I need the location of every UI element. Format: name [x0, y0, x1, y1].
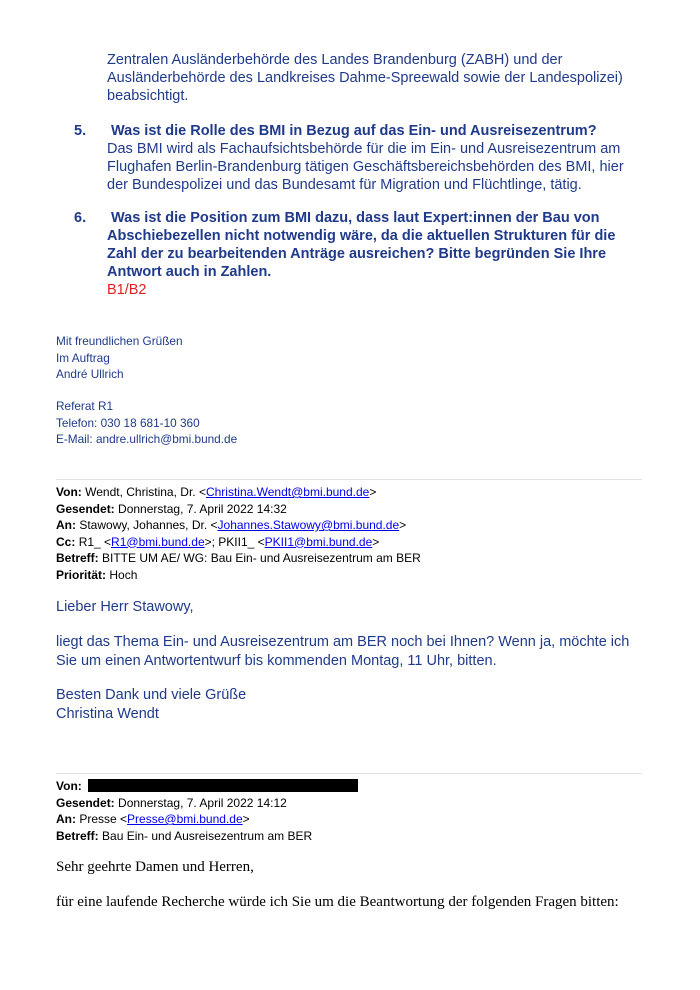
question-5-answer-line: Das BMI wird als Fachaufsichtsbehörde für die im Ein- und Ausreisezentrum am	[107, 141, 621, 157]
mail1-sent-row	[56, 501, 421, 518]
mail1-to-label: An:	[56, 518, 76, 532]
mail2-subject-label: Betreff:	[56, 828, 99, 843]
redaction-bar	[88, 779, 358, 792]
question-5-answer-line: Flughafen Berlin-Brandenburg tätigen Geschäftsbereichsbehörden des BMI, hier	[107, 159, 624, 175]
signature-greeting-block	[56, 333, 183, 383]
mail-divider	[56, 479, 642, 480]
mail2-to-row: An: Presse <Presse@bmi.bund.de>	[56, 812, 250, 826]
question-5-answer-line: der Bundespolizei und das Bundesamt für Migration und Flüchtlinge, tätig.	[107, 177, 582, 193]
mail2-header	[56, 778, 358, 844]
intro-paragraph	[107, 51, 623, 105]
mail1-to-row: An: Stawowy, Johannes, Dr. <Johannes.Stawowy@bmi.bund.de>	[56, 518, 407, 532]
intro-line: beabsichtigt.	[107, 88, 189, 104]
question-6-number: 6.	[74, 210, 87, 226]
question-6-title-line: Antwort auch in Zahlen.	[107, 264, 272, 280]
question-5-number: 5.	[74, 123, 87, 139]
signature-greeting: Mit freundlichen Grüßen	[56, 334, 183, 348]
mail1-priority-row	[56, 567, 421, 584]
mail1-header	[56, 484, 421, 583]
intro-line: Zentralen Ausländerbehörde des Landes Brandenburg (ZABH) und der	[107, 52, 563, 68]
mail1-body	[56, 633, 629, 671]
question-6-answer: B1/B2	[107, 282, 147, 298]
question-5-title: Was ist die Rolle des BMI in Bezug auf das Ein- und Ausreisezentrum?	[111, 123, 597, 139]
question-6-title-line: Zahl der zu bearbeitenden Anträge ausreichen? Bitte begründen Sie Ihre	[107, 246, 607, 262]
mail1-body-line: Sie um einen Antwortentwurf bis kommenden Montag, 11 Uhr, bitten.	[56, 653, 497, 669]
mail-divider	[56, 773, 642, 774]
mail2-to-name: Presse <	[79, 812, 128, 826]
signature-email: E-Mail: andre.ullrich@bmi.bund.de	[56, 432, 238, 446]
mail1-closing	[56, 686, 246, 724]
question-5	[107, 122, 624, 194]
signature-unit: Referat R1	[56, 399, 114, 413]
mail1-cc-separator: >; PKII1_ <	[204, 534, 265, 549]
question-6-title-line: Abschiebezellen nicht notwendig wäre, da die aktuellen Strukturen für die	[107, 228, 616, 244]
mail1-priority: Hoch	[109, 567, 138, 582]
question-6	[107, 209, 615, 299]
mail1-from-row: Von: Wendt, Christina, Dr. <Christina.Wendt@bmi.bund.de>	[56, 485, 377, 499]
mail1-subject: BITTE UM AE/ WG: Bau Ein- und Ausreisezentrum am BER	[102, 551, 421, 565]
mail1-to-name: Stawowy, Johannes, Dr. <	[79, 518, 218, 532]
signature-order: Im Auftrag	[56, 350, 110, 365]
mail2-to-label: An:	[56, 812, 76, 826]
mail2-subject: Bau Ein- und Ausreisezentrum am BER	[102, 828, 313, 843]
mail1-priority-label: Priorität:	[56, 567, 107, 582]
mail1-cc2-email-link[interactable]: PKII1@bmi.bund.de	[264, 534, 373, 549]
mail2-subject-row	[56, 828, 358, 845]
question-6-title-line: Was ist die Position zum BMI dazu, dass laut Expert:innen der Bau von	[111, 210, 600, 226]
mail1-sent-date: Donnerstag, 7. April 2022 14:32	[118, 501, 287, 516]
mail1-closing-name: Christina Wendt	[56, 706, 159, 722]
mail1-to-email-link[interactable]: Johannes.Stawowy@bmi.bund.de	[217, 518, 400, 532]
mail1-sent-label: Gesendet:	[56, 501, 115, 516]
mail2-body: für eine laufende Recherche würde ich Sie um die Beantwortung der folgenden Fragen bitten:	[56, 894, 619, 910]
mail2-from-row	[56, 778, 358, 795]
mail1-closing-text: Besten Dank und viele Grüße	[56, 687, 247, 703]
mail1-cc-row: Cc: R1_ <R1@bmi.bund.de>; PKII1_ <PKII1@bmi.bund.de>	[56, 534, 380, 549]
mail2-sent-row	[56, 795, 358, 812]
mail1-salutation: Lieber Herr Stawowy,	[56, 599, 194, 615]
mail1-cc1-name: R1_ <	[78, 534, 112, 549]
mail1-body-line: liegt das Thema Ein- und Ausreisezentrum am BER noch bei Ihnen? Wenn ja, möchte ich	[56, 634, 630, 650]
mail1-cc-label: Cc:	[56, 534, 76, 549]
mail2-from-label: Von:	[56, 779, 82, 793]
mail2-to-email-link[interactable]: Presse@bmi.bund.de	[127, 812, 243, 826]
signature-name: André Ullrich	[56, 367, 124, 381]
mail1-from-email-link[interactable]: Christina.Wendt@bmi.bund.de	[205, 485, 370, 499]
mail1-from-name: Wendt, Christina, Dr. <	[85, 485, 206, 499]
mail2-salutation: Sehr geehrte Damen und Herren,	[56, 859, 254, 875]
mail1-subject-row	[56, 550, 421, 567]
mail1-cc1-email-link[interactable]: R1@bmi.bund.de	[111, 534, 205, 549]
signature-contact-block	[56, 398, 237, 448]
mail2-sent-date: Donnerstag, 7. April 2022 14:12	[118, 795, 287, 810]
mail1-subject-label: Betreff:	[56, 551, 99, 565]
mail2-sent-label: Gesendet:	[56, 795, 115, 810]
intro-line: Ausländerbehörde des Landkreises Dahme-Spreewald sowie der Landespolizei)	[107, 70, 623, 86]
signature-phone: Telefon: 030 18 681-10 360	[56, 415, 200, 430]
mail1-from-label: Von:	[56, 485, 82, 499]
